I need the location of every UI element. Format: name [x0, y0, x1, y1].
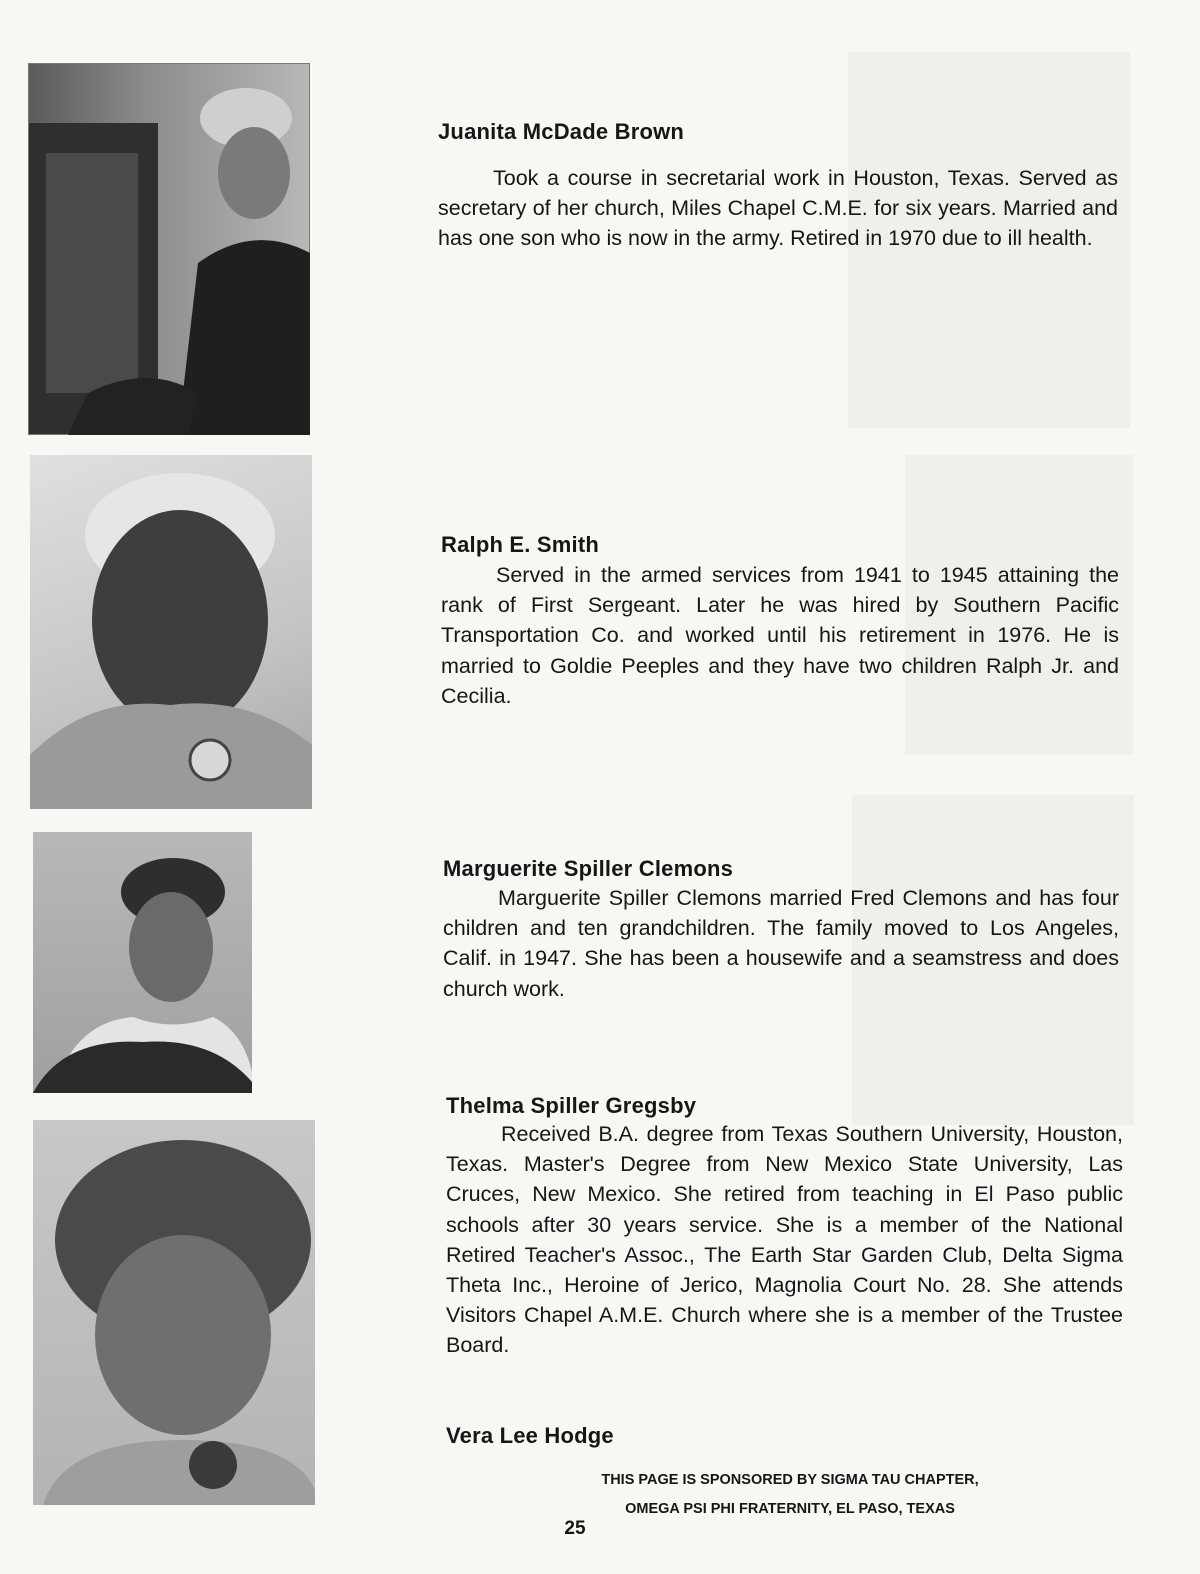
- entry-name-thelma: Thelma Spiller Gregsby: [446, 1093, 697, 1118]
- entry-bio-marguerite: Marguerite Spiller Clemons married Fred Clemons and has four children and ten grandchildren. The family moved to Los Angeles, Calif. in 1947. She has been a housewife and a seamstress and does church work.: [443, 886, 1119, 1001]
- entry-name-ralph: Ralph E. Smith: [441, 532, 600, 557]
- entry-name-vera: Vera Lee Hodge: [446, 1423, 614, 1448]
- sponsor-line-2: OMEGA PSI PHI FRATERNITY, EL PASO, TEXAS: [625, 1501, 955, 1517]
- page-number: 25: [564, 1518, 586, 1539]
- entry-name-marguerite: Marguerite Spiller Clemons: [443, 856, 734, 881]
- entry-name-juanita: Juanita McDade Brown: [438, 119, 685, 144]
- portrait-photo-ralph-e-smith: [30, 455, 312, 809]
- sponsor-line-1: THIS PAGE IS SPONSORED BY SIGMA TAU CHAPTER,: [601, 1472, 979, 1488]
- entry-bio-ralph: Served in the armed services from 1941 to 1945 attaining the rank of First Sergeant. Later he was hired by Southern Pacific Transportation Co. and worked until his retirement in 1976. He is married to Goldie Peeples and they have two children Ralph Jr. and Cecilia.: [441, 563, 1119, 708]
- entry-bio-thelma: Received B.A. degree from Texas Southern University, Houston, Texas. Master's Degree from New Mexico State University, Las Cruces, New Mexico. She retired from teaching in El Paso public schools after 30 years service. She is a member of the National Retired Teacher's Assoc., The Earth Star Garden Club, Delta Sigma Theta Inc., Heroine of Jerico, Magnolia Court No. 28. She attends Visitors Chapel A.M.E. Church where she is a member of the Trustee Board.: [446, 1122, 1123, 1358]
- sponsor-notice: [560, 1466, 1020, 1524]
- portrait-photo-thelma-spiller-gregsby: [33, 1120, 315, 1505]
- portrait-photo-juanita-mcdade-brown: [28, 63, 310, 435]
- portrait-photo-marguerite-spiller-clemons: [33, 832, 252, 1093]
- entry-bio-juanita: Took a course in secretarial work in Houston, Texas. Served as secretary of her church, Miles Chapel C.M.E. for six years. Married and has one son who is now in the army. Retired in 1970 due to ill health.: [438, 166, 1118, 251]
